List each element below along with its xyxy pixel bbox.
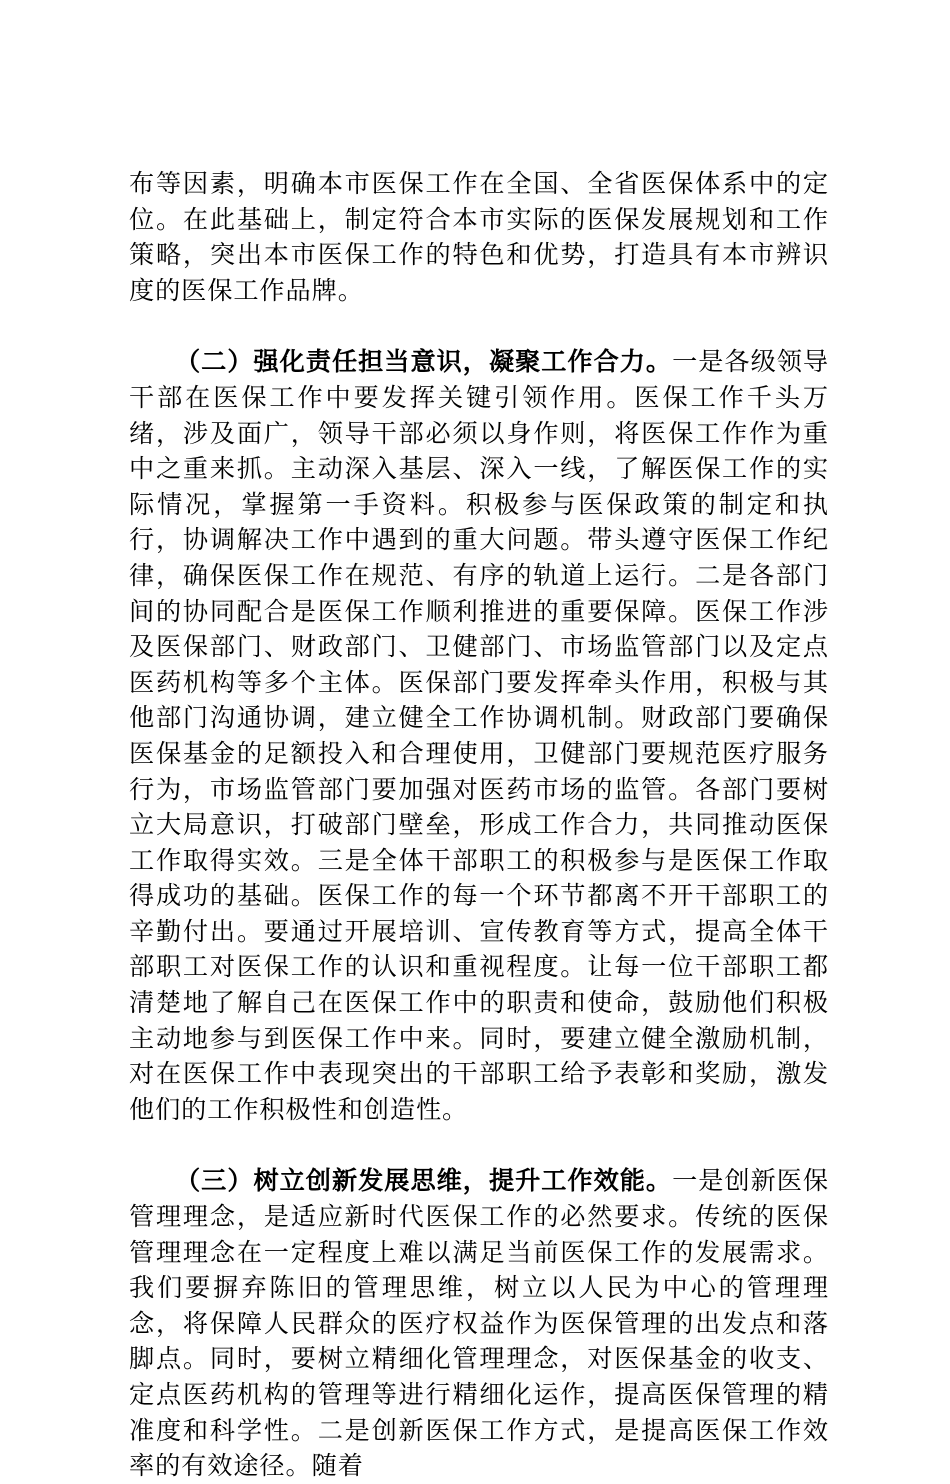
paragraph-body: 布等因素，明确本市医保工作在全国、全省医保体系中的定位。在此基础上，制定符合本市实际的医保发展规划和工作策略，突出本市医保工作的特色和优势，打造具有本市辨识度的医保工作品牌。	[129, 169, 829, 305]
section-heading: （二）强化责任担当意识，凝聚工作合力。	[175, 346, 673, 377]
paragraph-body: 一是创新医保管理理念，是适应新时代医保工作的必然要求。传统的医保管理理念在一定程度上难以满足当前医保工作的发展需求。我们要摒弃陈旧的管理思维，树立以人民为中心的管理理念，将保障人民群众的医疗权益作为医保管理的出发点和落脚点。同时，要树立精细化管理理念，对医保基金的收支、定点医药机构的管理等进行精细化运作，提高医保管理的精准度和科学性。二是创新医保工作方式，是提高医保工作效率的有效途径。随着	[129, 1166, 829, 1481]
paragraph-continuation	[129, 166, 829, 308]
section-heading: （三）树立创新发展思维，提升工作效能。	[175, 1165, 673, 1196]
paragraph-section-three	[129, 1163, 829, 1483]
document-page	[129, 166, 829, 1484]
paragraph-section-two	[129, 344, 829, 1127]
paragraph-body: 一是各级领导干部在医保工作中要发挥关键引领作用。医保工作千头万绪，涉及面广，领导干部必须以身作则，将医保工作作为重中之重来抓。主动深入基层、深入一线，了解医保工作的实际情况，掌握第一手资料。积极参与医保政策的制定和执行，协调解决工作中遇到的重大问题。带头遵守医保工作纪律，确保医保工作在规范、有序的轨道上运行。二是各部门间的协同配合是医保工作顺利推进的重要保障。医保工作涉及医保部门、财政部门、卫健部门、市场监管部门以及定点医药机构等多个主体。医保部门要发挥牵头作用，积极与其他部门沟通协调，建立健全工作协调机制。财政部门要确保医保基金的足额投入和合理使用，卫健部门要规范医疗服务行为，市场监管部门要加强对医药市场的监管。各部门要树立大局意识，打破部门壁垒，形成工作合力，共同推动医保工作取得实效。三是全体干部职工的积极参与是医保工作取得成功的基础。医保工作的每一个环节都离不开干部职工的辛勤付出。要通过开展培训、宣传教育等方式，提高全体干部职工对医保工作的认识和重视程度。让每一位干部职工都清楚地了解自己在医保工作中的职责和使命，鼓励他们积极主动地参与到医保工作中来。同时，要建立健全激励机制，对在医保工作中表现突出的干部职工给予表彰和奖励，激发他们的工作积极性和创造性。	[129, 347, 829, 1124]
